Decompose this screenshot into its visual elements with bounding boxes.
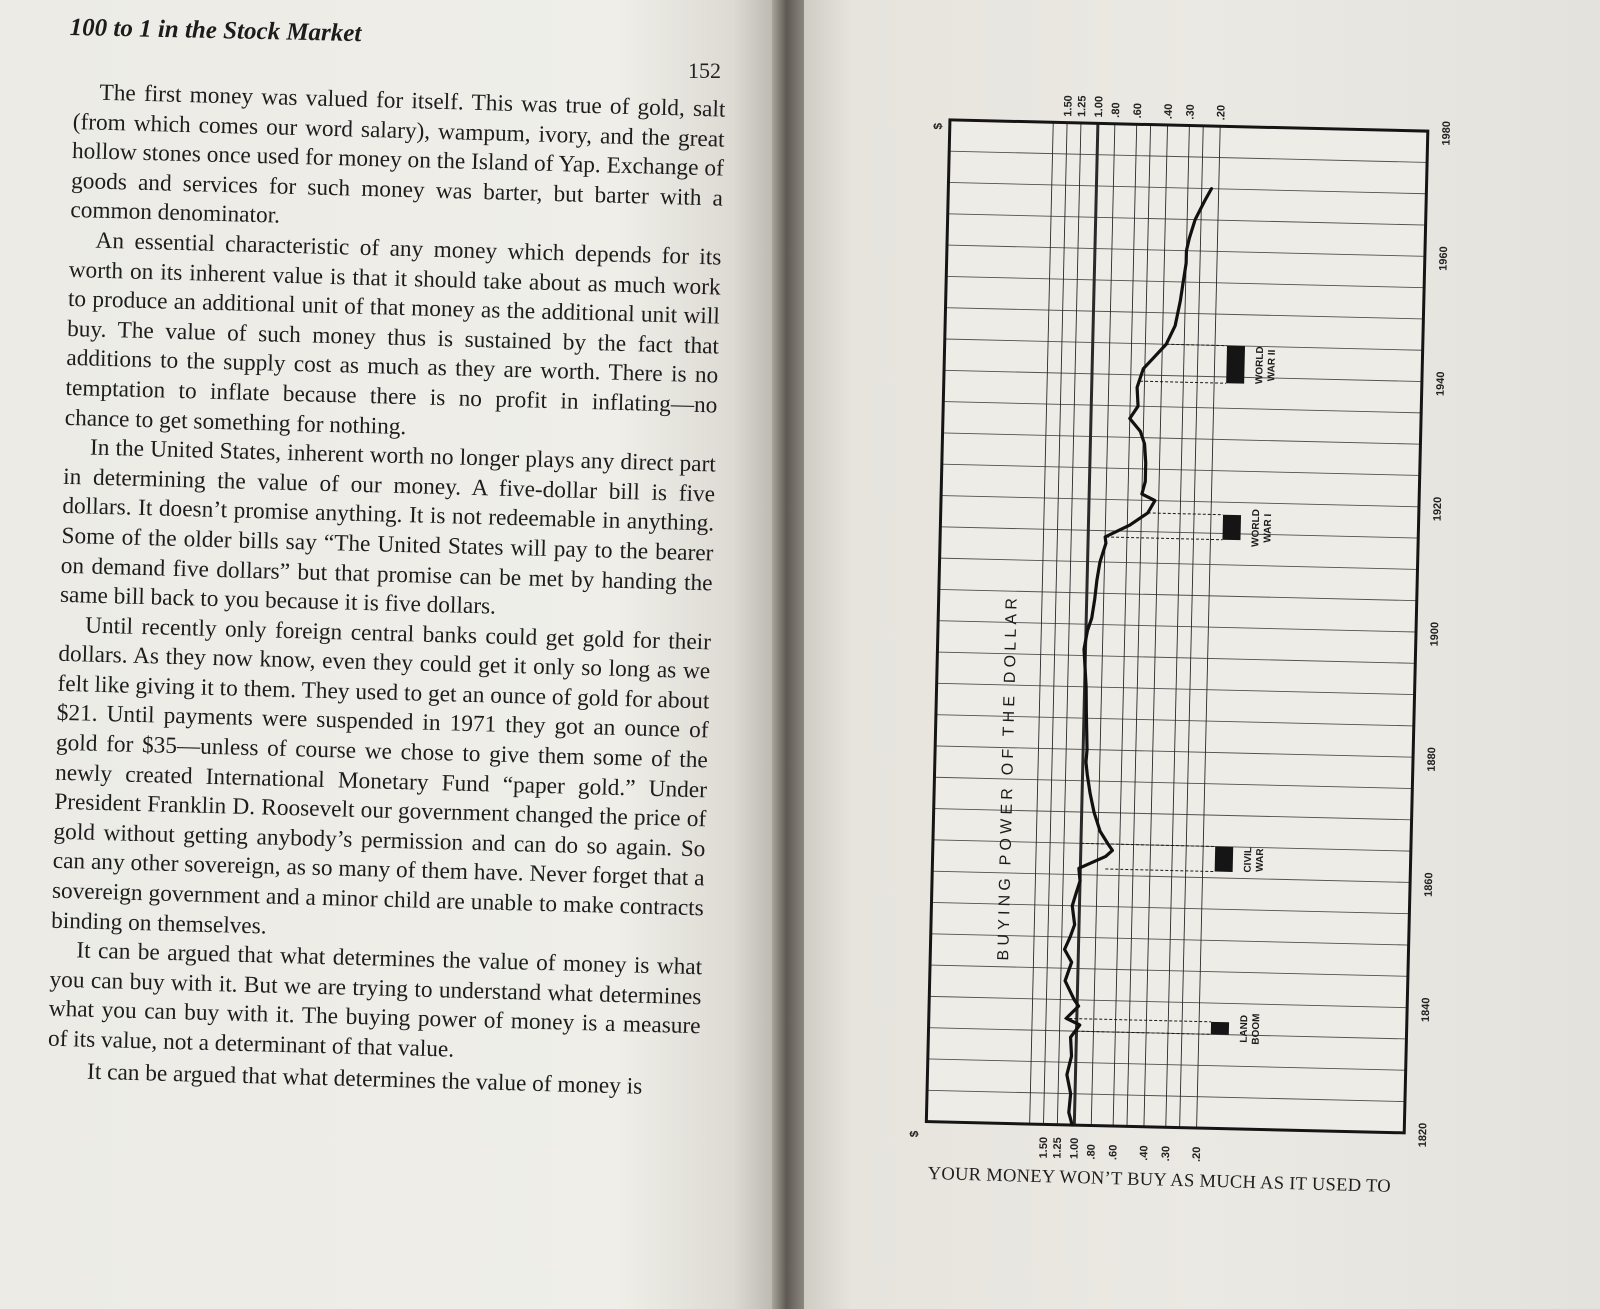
year-tick-label: 1980: [1440, 120, 1454, 146]
value-tick-label-top: .20: [1215, 104, 1228, 121]
year-tick-label: 1860: [1422, 872, 1436, 898]
event-label: BOOM: [1250, 1013, 1263, 1045]
book-gutter: [772, 0, 804, 1309]
value-tick-label-bottom: .80: [1085, 1144, 1098, 1160]
value-tick-label-bottom: .20: [1190, 1146, 1204, 1163]
value-tick-label-top: .80: [1110, 102, 1123, 118]
value-tick-label-bottom: 1.25: [1051, 1137, 1065, 1159]
event-bar: [1222, 515, 1241, 540]
event-label: LAND: [1238, 1014, 1251, 1043]
paragraph: Until recently only foreign central banks could get gold for their dollars. As they now know, even they could get it only so long as we felt like giving it to them. They used to get an ounce of gold for about $21. Until payments were suspended in 1971 they got an ounce of gold for $35—unless of course we chose to give them some of the newly created International Monetary Fund “paper gold.” Under President Franklin D. Roosevelt our government changed the price of gold without getting anybody’s permission and can do so again. So can any other sovereign, as so many of them have. Never forget that a sovereign government and a minor child are unable to make contracts binding on themselves.: [50, 612, 712, 940]
page-number: 152: [688, 58, 721, 83]
year-tick-label: 1840: [1419, 997, 1433, 1023]
paragraph: It can be argued that what determines the value of money is what you can buy with it. But we are trying to understand what determines what you can buy with it. The buying power of money is a measure of its value, not a determinant of that value.: [47, 937, 703, 1063]
year-tick-label: 1960: [1437, 246, 1451, 271]
year-tick-label: 1820: [1416, 1122, 1430, 1148]
value-tick-label-top: 1.25: [1076, 95, 1089, 118]
value-tick-label-bottom: 1.00: [1068, 1137, 1082, 1160]
event-bar: [1226, 346, 1245, 384]
value-tick-label-bottom: .40: [1138, 1145, 1151, 1161]
currency-symbol-top: $: [930, 122, 945, 130]
event-label: WAR I: [1262, 513, 1275, 543]
paragraph: It can be argued that what determines the value of money is: [86, 1058, 643, 1100]
value-tick-label-top: .30: [1184, 104, 1197, 120]
event-label: CIVIL: [1242, 846, 1255, 873]
paragraph: In the United States, inherent worth no longer plays any direct part in determining the value of our money. A five-dollar bill is five dollars. It doesn’t promise anything. It is not redeemable in anything. Some of the older bills say “The United States will pay to the bearer on demand five dollars” but that promise can be met by handing the same bill back to you because it is five dollars.: [59, 434, 717, 620]
paragraph: The first money was valued for itself. This was true of gold, salt (from which comes our word salary), wampum, ivory, and the great hollow stones once used for money on the Island of Yap. Exchange of goods and services for such money was barter, but barter with a common denominator.: [70, 79, 726, 229]
figure-caption: YOUR MONEY WON’T BUY AS MUCH AS IT USED TO: [927, 1164, 1392, 1197]
event-bar: [1211, 1022, 1229, 1035]
event-label: WORLD: [1254, 346, 1267, 385]
currency-symbol-bottom: $: [906, 1130, 922, 1138]
value-tick-label-bottom: .30: [1159, 1145, 1173, 1162]
paragraph: An essential characteristic of any money which depends for its worth on its inherent value is that it should take about as much work to produce an additional unit of that money as the additional unit will buy. The value of such money thus is sustained by the fact that additions to the supply cost as much as they are worth. There is no temptation to inflate because there is no profit in inflating—no chance to get something for nothing.: [64, 227, 722, 440]
event-label: WAR: [1254, 848, 1267, 872]
value-tick-label-top: 1.00: [1093, 95, 1106, 118]
year-tick-label: 1920: [1431, 496, 1445, 522]
value-tick-label-top: .60: [1131, 102, 1145, 119]
chart-title: BUYING POWER OF THE DOLLAR: [995, 593, 1021, 961]
body-text: [47, 78, 726, 1103]
buying-power-chart: [804, 0, 1600, 1309]
year-tick-label: 1880: [1425, 747, 1439, 772]
value-tick-label-top: .40: [1162, 103, 1176, 120]
year-tick-label: 1940: [1434, 371, 1448, 397]
event-label: WAR II: [1266, 349, 1278, 382]
running-head: 100 to 1 in the Stock Market: [69, 14, 362, 48]
event-bar: [1215, 847, 1234, 872]
value-tick-label-top: 1.50: [1062, 95, 1075, 117]
year-tick-label: 1900: [1428, 621, 1442, 647]
left-page: [0, 0, 772, 1309]
value-tick-label-bottom: 1.50: [1037, 1136, 1051, 1159]
value-tick-label-bottom: .60: [1107, 1144, 1120, 1161]
figure: [804, 0, 1600, 1309]
event-label: WORLD: [1250, 508, 1263, 548]
